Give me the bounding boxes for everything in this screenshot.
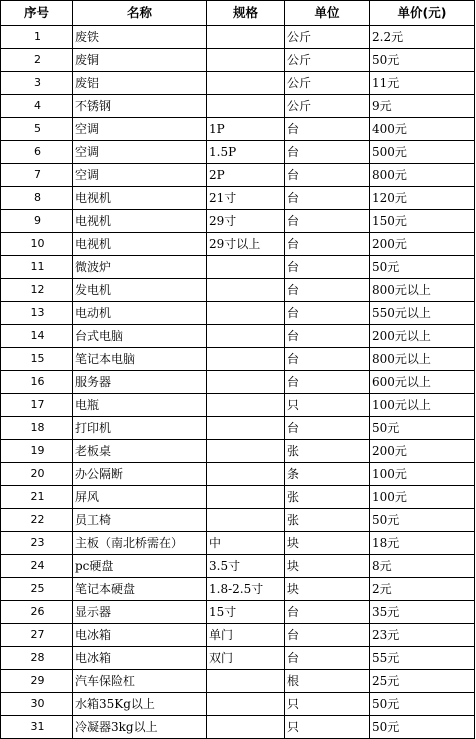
cell-no: 4 [1, 95, 73, 118]
cell-price: 550元以上 [370, 302, 475, 325]
cell-price: 35元 [370, 601, 475, 624]
cell-unit: 台 [285, 256, 370, 279]
header-row [1, 1, 475, 26]
cell-price: 50元 [370, 49, 475, 72]
cell-name: 台式电脑 [73, 325, 207, 348]
cell-name: 电动机 [73, 302, 207, 325]
cell-unit: 台 [285, 371, 370, 394]
table-row [1, 624, 475, 647]
table-row [1, 256, 475, 279]
cell-no: 13 [1, 302, 73, 325]
table-row [1, 486, 475, 509]
cell-name: 发电机 [73, 279, 207, 302]
table-row [1, 141, 475, 164]
cell-spec [207, 486, 285, 509]
cell-name: 办公隔断 [73, 463, 207, 486]
cell-price: 2.2元 [370, 26, 475, 49]
cell-no: 18 [1, 417, 73, 440]
header-name: 名称 [73, 1, 207, 26]
table-row [1, 647, 475, 670]
cell-spec [207, 670, 285, 693]
cell-unit: 张 [285, 440, 370, 463]
cell-spec [207, 302, 285, 325]
cell-no: 30 [1, 693, 73, 716]
cell-spec: 双门 [207, 647, 285, 670]
cell-name: 电瓶 [73, 394, 207, 417]
cell-no: 6 [1, 141, 73, 164]
cell-name: 废铁 [73, 26, 207, 49]
cell-spec: 15寸 [207, 601, 285, 624]
table-row [1, 693, 475, 716]
table-header [1, 1, 475, 26]
cell-name: 电冰箱 [73, 624, 207, 647]
header-no: 序号 [1, 1, 73, 26]
table-row [1, 463, 475, 486]
cell-price: 100元以上 [370, 394, 475, 417]
cell-name: 空调 [73, 118, 207, 141]
cell-name: 不锈钢 [73, 95, 207, 118]
cell-name: 服务器 [73, 371, 207, 394]
cell-price: 500元 [370, 141, 475, 164]
cell-no: 24 [1, 555, 73, 578]
cell-spec [207, 417, 285, 440]
cell-spec [207, 371, 285, 394]
cell-no: 21 [1, 486, 73, 509]
cell-price: 50元 [370, 509, 475, 532]
cell-name: 屏风 [73, 486, 207, 509]
cell-unit: 台 [285, 647, 370, 670]
table-row [1, 118, 475, 141]
cell-no: 20 [1, 463, 73, 486]
cell-name: 主板（南北桥需在） [73, 532, 207, 555]
cell-spec: 1.8-2.5寸 [207, 578, 285, 601]
table-row [1, 95, 475, 118]
cell-price: 50元 [370, 417, 475, 440]
table-row [1, 279, 475, 302]
header-unit: 单位 [285, 1, 370, 26]
cell-price: 800元以上 [370, 348, 475, 371]
cell-price: 200元 [370, 440, 475, 463]
cell-unit: 条 [285, 463, 370, 486]
cell-unit: 台 [285, 118, 370, 141]
cell-unit: 块 [285, 555, 370, 578]
cell-unit: 块 [285, 532, 370, 555]
cell-price: 120元 [370, 187, 475, 210]
cell-no: 15 [1, 348, 73, 371]
cell-no: 25 [1, 578, 73, 601]
cell-name: 电视机 [73, 233, 207, 256]
cell-no: 3 [1, 72, 73, 95]
cell-spec: 29寸 [207, 210, 285, 233]
cell-no: 5 [1, 118, 73, 141]
cell-spec [207, 72, 285, 95]
cell-name: 显示器 [73, 601, 207, 624]
cell-name: 微波炉 [73, 256, 207, 279]
cell-unit: 台 [285, 348, 370, 371]
cell-name: 打印机 [73, 417, 207, 440]
cell-unit: 台 [285, 417, 370, 440]
cell-no: 27 [1, 624, 73, 647]
cell-spec: 3.5寸 [207, 555, 285, 578]
cell-name: 汽车保险杠 [73, 670, 207, 693]
table-row [1, 26, 475, 49]
cell-name: 电冰箱 [73, 647, 207, 670]
header-price: 单价(元) [370, 1, 475, 26]
cell-no: 23 [1, 532, 73, 555]
cell-no: 31 [1, 716, 73, 739]
cell-spec: 单门 [207, 624, 285, 647]
cell-price: 50元 [370, 256, 475, 279]
cell-spec [207, 95, 285, 118]
table-row [1, 325, 475, 348]
table-row [1, 210, 475, 233]
cell-name: 废铝 [73, 72, 207, 95]
cell-unit: 张 [285, 509, 370, 532]
cell-price: 200元以上 [370, 325, 475, 348]
cell-name: 空调 [73, 164, 207, 187]
table-row [1, 233, 475, 256]
cell-price: 2元 [370, 578, 475, 601]
cell-unit: 台 [285, 624, 370, 647]
cell-no: 14 [1, 325, 73, 348]
cell-price: 9元 [370, 95, 475, 118]
cell-no: 22 [1, 509, 73, 532]
table-row [1, 670, 475, 693]
cell-unit: 台 [285, 164, 370, 187]
table-row [1, 601, 475, 624]
table-row [1, 49, 475, 72]
cell-spec [207, 463, 285, 486]
cell-no: 9 [1, 210, 73, 233]
cell-price: 400元 [370, 118, 475, 141]
cell-no: 28 [1, 647, 73, 670]
cell-spec: 1P [207, 118, 285, 141]
table-row [1, 187, 475, 210]
cell-spec [207, 256, 285, 279]
cell-price: 800元 [370, 164, 475, 187]
cell-price: 50元 [370, 693, 475, 716]
cell-spec: 21寸 [207, 187, 285, 210]
cell-unit: 公斤 [285, 26, 370, 49]
cell-no: 16 [1, 371, 73, 394]
table-row [1, 348, 475, 371]
table-row [1, 716, 475, 739]
table-row [1, 394, 475, 417]
cell-unit: 块 [285, 578, 370, 601]
cell-unit: 只 [285, 394, 370, 417]
cell-no: 10 [1, 233, 73, 256]
cell-unit: 台 [285, 325, 370, 348]
cell-no: 1 [1, 26, 73, 49]
cell-spec: 29寸以上 [207, 233, 285, 256]
cell-price: 25元 [370, 670, 475, 693]
cell-spec [207, 394, 285, 417]
cell-name: 空调 [73, 141, 207, 164]
cell-spec [207, 26, 285, 49]
cell-no: 12 [1, 279, 73, 302]
cell-unit: 张 [285, 486, 370, 509]
cell-unit: 公斤 [285, 95, 370, 118]
cell-spec [207, 279, 285, 302]
cell-price: 8元 [370, 555, 475, 578]
cell-unit: 台 [285, 210, 370, 233]
cell-name: 笔记本硬盘 [73, 578, 207, 601]
cell-name: 笔记本电脑 [73, 348, 207, 371]
table-row [1, 371, 475, 394]
cell-unit: 台 [285, 601, 370, 624]
cell-no: 2 [1, 49, 73, 72]
table-row [1, 417, 475, 440]
cell-no: 17 [1, 394, 73, 417]
cell-spec: 中 [207, 532, 285, 555]
table-row [1, 532, 475, 555]
table-row [1, 555, 475, 578]
cell-price: 55元 [370, 647, 475, 670]
table-row [1, 164, 475, 187]
cell-unit: 只 [285, 693, 370, 716]
cell-spec [207, 693, 285, 716]
cell-unit: 台 [285, 233, 370, 256]
cell-price: 11元 [370, 72, 475, 95]
header-spec: 规格 [207, 1, 285, 26]
cell-name: 电视机 [73, 187, 207, 210]
cell-no: 19 [1, 440, 73, 463]
cell-spec [207, 440, 285, 463]
cell-unit: 根 [285, 670, 370, 693]
cell-name: 电视机 [73, 210, 207, 233]
table-row [1, 440, 475, 463]
cell-spec: 2P [207, 164, 285, 187]
cell-unit: 台 [285, 302, 370, 325]
cell-price: 800元以上 [370, 279, 475, 302]
table-row [1, 578, 475, 601]
table-body [1, 26, 475, 739]
cell-no: 29 [1, 670, 73, 693]
cell-no: 8 [1, 187, 73, 210]
cell-no: 11 [1, 256, 73, 279]
cell-unit: 台 [285, 187, 370, 210]
cell-price: 200元 [370, 233, 475, 256]
cell-unit: 台 [285, 279, 370, 302]
table-row [1, 72, 475, 95]
cell-price: 100元 [370, 463, 475, 486]
cell-unit: 只 [285, 716, 370, 739]
cell-name: 水箱35Kg以上 [73, 693, 207, 716]
table-row [1, 509, 475, 532]
table-row [1, 302, 475, 325]
cell-name: 废铜 [73, 49, 207, 72]
cell-spec [207, 348, 285, 371]
cell-name: 冷凝器3kg以上 [73, 716, 207, 739]
cell-name: 老板桌 [73, 440, 207, 463]
cell-spec: 1.5P [207, 141, 285, 164]
cell-price: 50元 [370, 716, 475, 739]
cell-spec [207, 49, 285, 72]
cell-no: 26 [1, 601, 73, 624]
cell-price: 23元 [370, 624, 475, 647]
cell-unit: 公斤 [285, 49, 370, 72]
cell-name: pc硬盘 [73, 555, 207, 578]
cell-price: 18元 [370, 532, 475, 555]
cell-spec [207, 325, 285, 348]
cell-price: 600元以上 [370, 371, 475, 394]
cell-spec [207, 716, 285, 739]
cell-price: 150元 [370, 210, 475, 233]
cell-spec [207, 509, 285, 532]
cell-no: 7 [1, 164, 73, 187]
cell-unit: 公斤 [285, 72, 370, 95]
cell-name: 员工椅 [73, 509, 207, 532]
cell-unit: 台 [285, 141, 370, 164]
cell-price: 100元 [370, 486, 475, 509]
